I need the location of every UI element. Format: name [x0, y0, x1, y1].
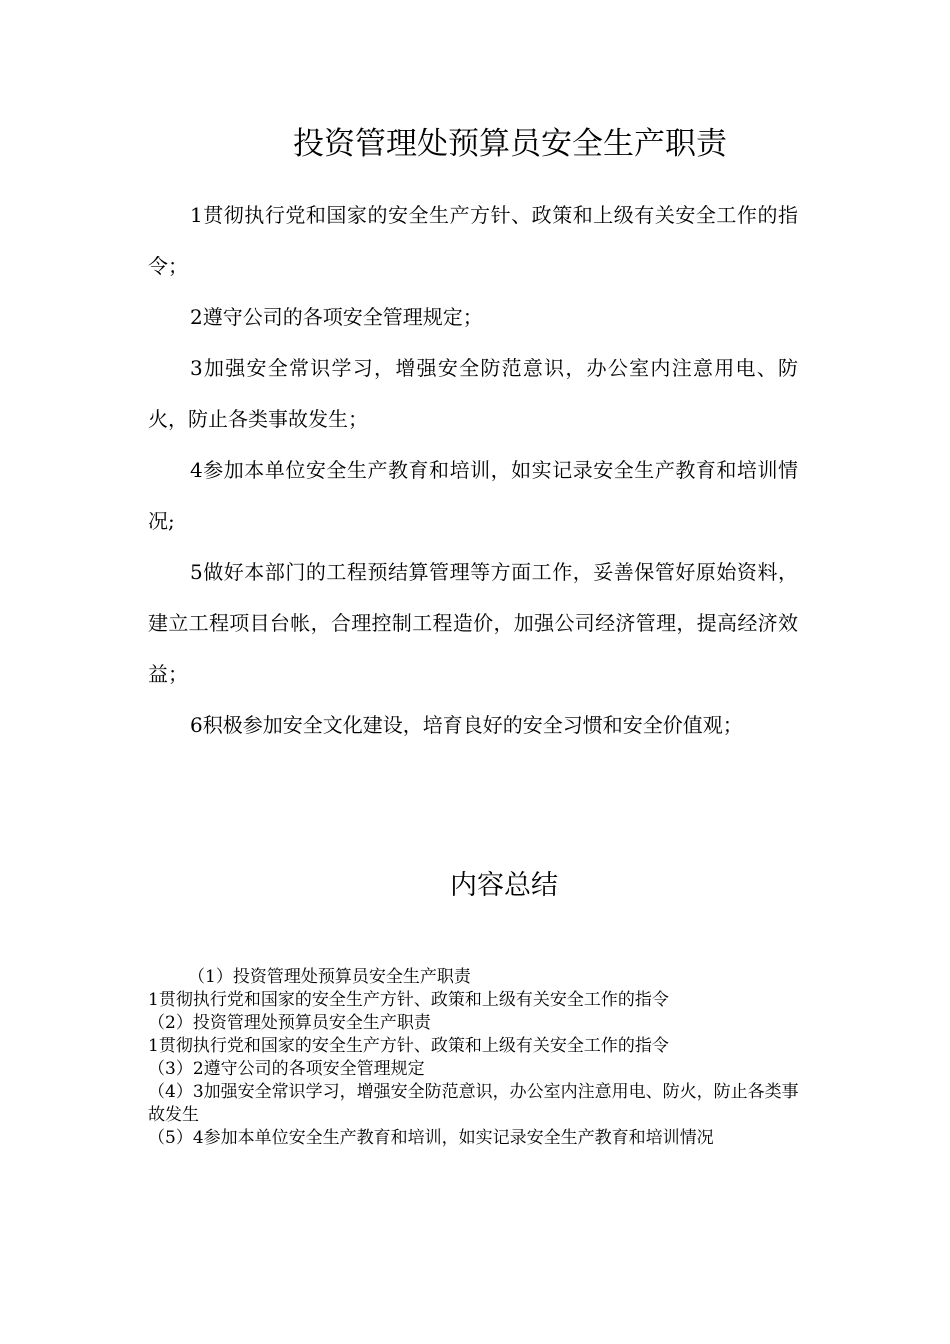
responsibilities-list — [148, 190, 798, 751]
summary-line: （3）2遵守公司的各项安全管理规定 — [148, 1059, 425, 1079]
responsibility-item-2: 2遵守公司的各项安全管理规定； — [190, 305, 483, 329]
summary-heading: 内容总结 — [450, 870, 558, 901]
responsibility-item-4: 4参加本单位安全生产教育和培训，如实记录安全生产教育和培训情况; — [148, 458, 798, 533]
summary-line: 1贯彻执行党和国家的安全生产方针、政策和上级有关安全工作的指令 — [148, 1036, 669, 1056]
summary-line: （2）投资管理处预算员安全生产职责 — [148, 1013, 431, 1033]
summary-line: （5）4参加本单位安全生产教育和培训，如实记录安全生产教育和培训情况 — [148, 1128, 714, 1148]
responsibility-item-6: 6积极参加安全文化建设，培育良好的安全习惯和安全价值观； — [190, 713, 743, 737]
responsibility-item-3: 3加强安全常识学习，增强安全防范意识，办公室内注意用电、防火，防止各类事故发生； — [148, 356, 798, 431]
summary-line: 1贯彻执行党和国家的安全生产方针、政策和上级有关安全工作的指令 — [148, 990, 669, 1010]
summary-list — [148, 966, 800, 1150]
summary-line: （4）3加强安全常识学习，增强安全防范意识，办公室内注意用电、防火，防止各类事故发生 — [148, 1082, 799, 1125]
responsibility-item-1: 1贯彻执行党和国家的安全生产方针、政策和上级有关安全工作的指令； — [148, 203, 798, 278]
summary-line: （1）投资管理处预算员安全生产职责 — [188, 967, 471, 987]
document-title: 投资管理处预算员安全生产职责 — [293, 126, 727, 162]
responsibility-item-5: 5做好本部门的工程预结算管理等方面工作，妥善保管好原始资料，建立工程项目台帐，合理控制工程造价，加强公司经济管理，提高经济效益； — [148, 560, 798, 686]
